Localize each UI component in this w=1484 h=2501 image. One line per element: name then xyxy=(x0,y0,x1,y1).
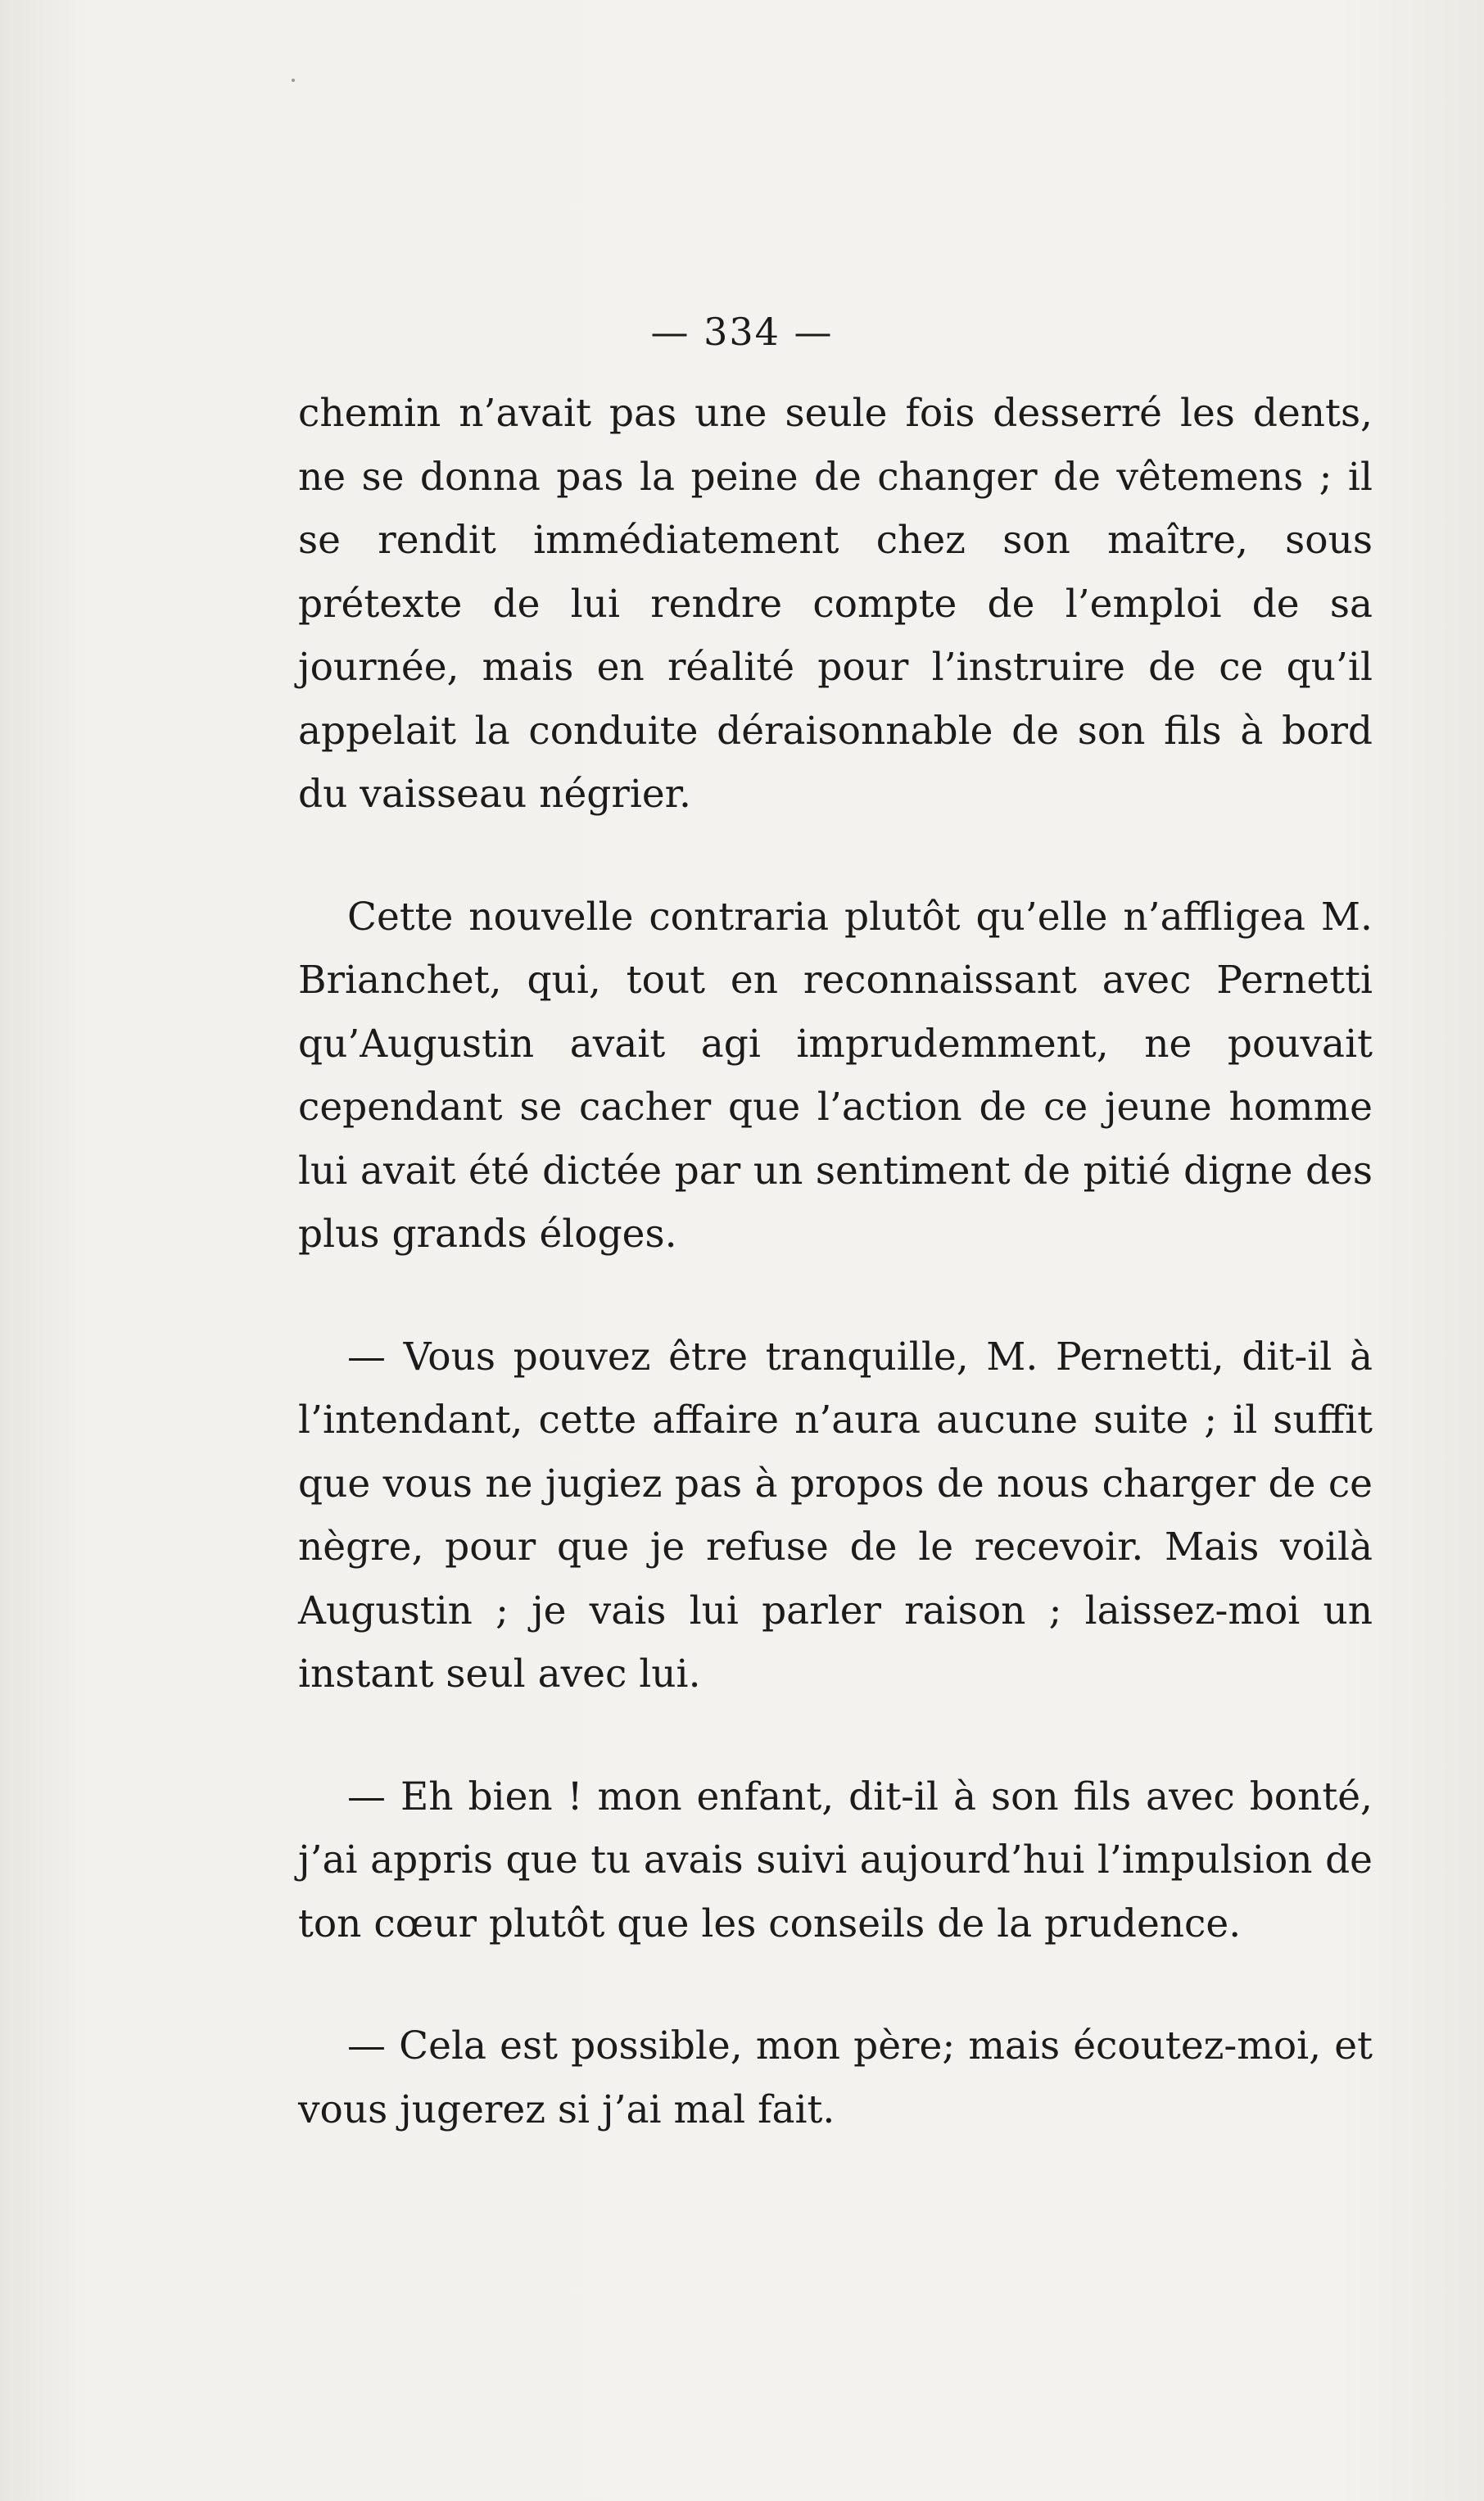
paragraph-4: — Eh bien ! mon enfant, dit-il à son fils avec bonté, j’ai appris que tu avais suivi aujourd’hui l’impulsion de ton cœur plutôt que les conseils de la prudence. xyxy=(298,1774,1373,1946)
paragraph-2: Cette nouvelle contraria plutôt qu’elle n’affligea M. Brianchet, qui, tout en reconnaissant avec Pernetti qu’Augustin avait agi imprudemment, ne pouvait cependant se cacher que l’action de ce jeune homme lui avait été dictée par un sentiment de pitié digne des plus grands éloges. xyxy=(298,894,1373,1257)
paragraph-5: — Cela est possible, mon père; mais écoutez-moi, et vous jugerez si j’ai mal fait. xyxy=(298,2023,1373,2132)
paper-speck xyxy=(292,79,295,82)
paragraph-3: — Vous pouvez être tranquille, M. Pernetti, dit-il à l’intendant, cette affaire n’aura aucune suite ; il suffit que vous ne jugiez pas à propos de nous charger de ce nègre, pour que je refuse de le recevoir. Mais voilà Augustin ; je vais lui parler raison ; laissez-moi un instant seul avec lui. xyxy=(298,1334,1373,1697)
page-number: — 334 — xyxy=(650,310,834,354)
paragraph-1: chemin n’avait pas une seule fois desserré les dents, ne se donna pas la peine de changer de vêtemens ; il se rendit immédiatement chez son maître, sous prétexte de lui rendre compte de l’emploi de sa journée, mais en réalité pour l’instruire de ce qu’il appelait la conduite déraisonnable de son fils à bord du vaisseau négrier. xyxy=(298,391,1373,817)
body-text xyxy=(298,382,1373,2141)
